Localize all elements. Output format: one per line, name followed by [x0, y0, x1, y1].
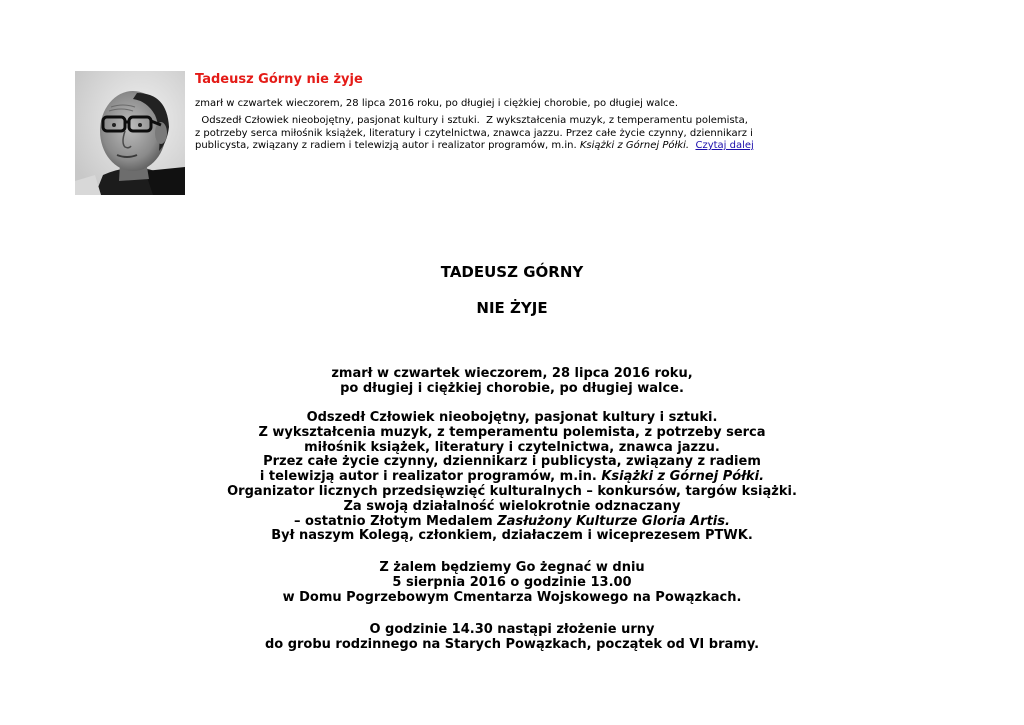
bio-line: Był naszym Kolegą, członkiem, działaczem i wiceprezesem PTWK.: [271, 528, 753, 544]
bio-line: [212, 515, 812, 530]
read-more-link[interactable]: Czytaj dalej: [695, 140, 754, 151]
bio-line: Odszedł Człowiek nieobojętny, pasjonat kultury i sztuki.: [306, 410, 718, 425]
teaser-body: [195, 115, 754, 153]
announcement-heading-name: TADEUSZ GÓRNY: [440, 263, 584, 281]
death-line: po długiej i ciężkiej chorobie, po długiej walce.: [340, 380, 684, 396]
news-teaser: [195, 71, 775, 151]
bio-line: miłośnik książek, literatury i czytelnictwa, znawca jazzu.: [304, 439, 720, 455]
bio-line: Z wykształcenia muzyk, z temperamentu polemista, z potrzeby serca: [258, 424, 766, 440]
urn-burial-info: [212, 623, 812, 653]
teaser-line: [195, 140, 754, 153]
teaser-line: Odszedł Człowiek nieobojętny, pasjonat kultury i sztuki. Z wykształcenia muzyk, z temperamentu polemista,: [195, 115, 748, 126]
bio-line: [212, 470, 812, 485]
funeral-line: w Domu Pogrzebowym Cmentarza Wojskowego na Powązkach.: [282, 589, 742, 605]
teaser-title[interactable]: Tadeusz Górny nie żyje: [195, 72, 363, 87]
bio-line: Za swoją działalność wielokrotnie odznaczany: [343, 498, 681, 514]
bio-line-text: i telewizją autor i realizator programów, m.in.: [259, 469, 602, 485]
teaser-lead: zmarł w czwartek wieczorem, 28 lipca 2016 roku, po długiej i ciężkiej chorobie, po długiej walce.: [195, 98, 679, 109]
announcement-heading-status: NIE ŻYJE: [476, 299, 548, 317]
teaser-line: z potrzeby serca miłośnik książek, literatury i czytelnictwa, znawca jazzu. Przez całe życie czynny, dziennikarz i: [195, 127, 753, 139]
portrait-image: [75, 71, 185, 195]
urn-line: O godzinie 14.30 nastąpi złożenie urny: [369, 622, 655, 637]
death-notice: [212, 367, 812, 397]
biography: [212, 411, 812, 544]
teaser-line-text: publicysta, związany z radiem i telewizją autor i realizator programów, m.in.: [195, 140, 580, 151]
portrait-photo: [75, 71, 185, 195]
bio-line: Przez całe życie czynny, dziennikarz i publicysta, związany z radiem: [263, 454, 761, 470]
bio-line: Organizator licznych przedsięwzięć kulturalnych – konkursów, targów książki.: [227, 483, 797, 499]
funeral-info: [212, 561, 812, 605]
program-title: Książki z Górnej Półki.: [601, 469, 765, 485]
urn-line: do grobu rodzinnego na Starych Powązkach, początek od VI bramy.: [264, 636, 760, 652]
funeral-line: Z żalem będziemy Go żegnać w dniu: [379, 560, 645, 575]
death-line: zmarł w czwartek wieczorem, 28 lipca 2016 roku,: [331, 366, 693, 381]
award-title: Zasłużony Kulturze Gloria Artis.: [497, 513, 730, 529]
bio-line-text: – ostatnio Złotym Medalem: [294, 513, 498, 529]
funeral-line: 5 sierpnia 2016 o godzinie 13.00: [392, 574, 632, 590]
teaser-program-title: Książki z Górnej Półki.: [579, 140, 690, 151]
